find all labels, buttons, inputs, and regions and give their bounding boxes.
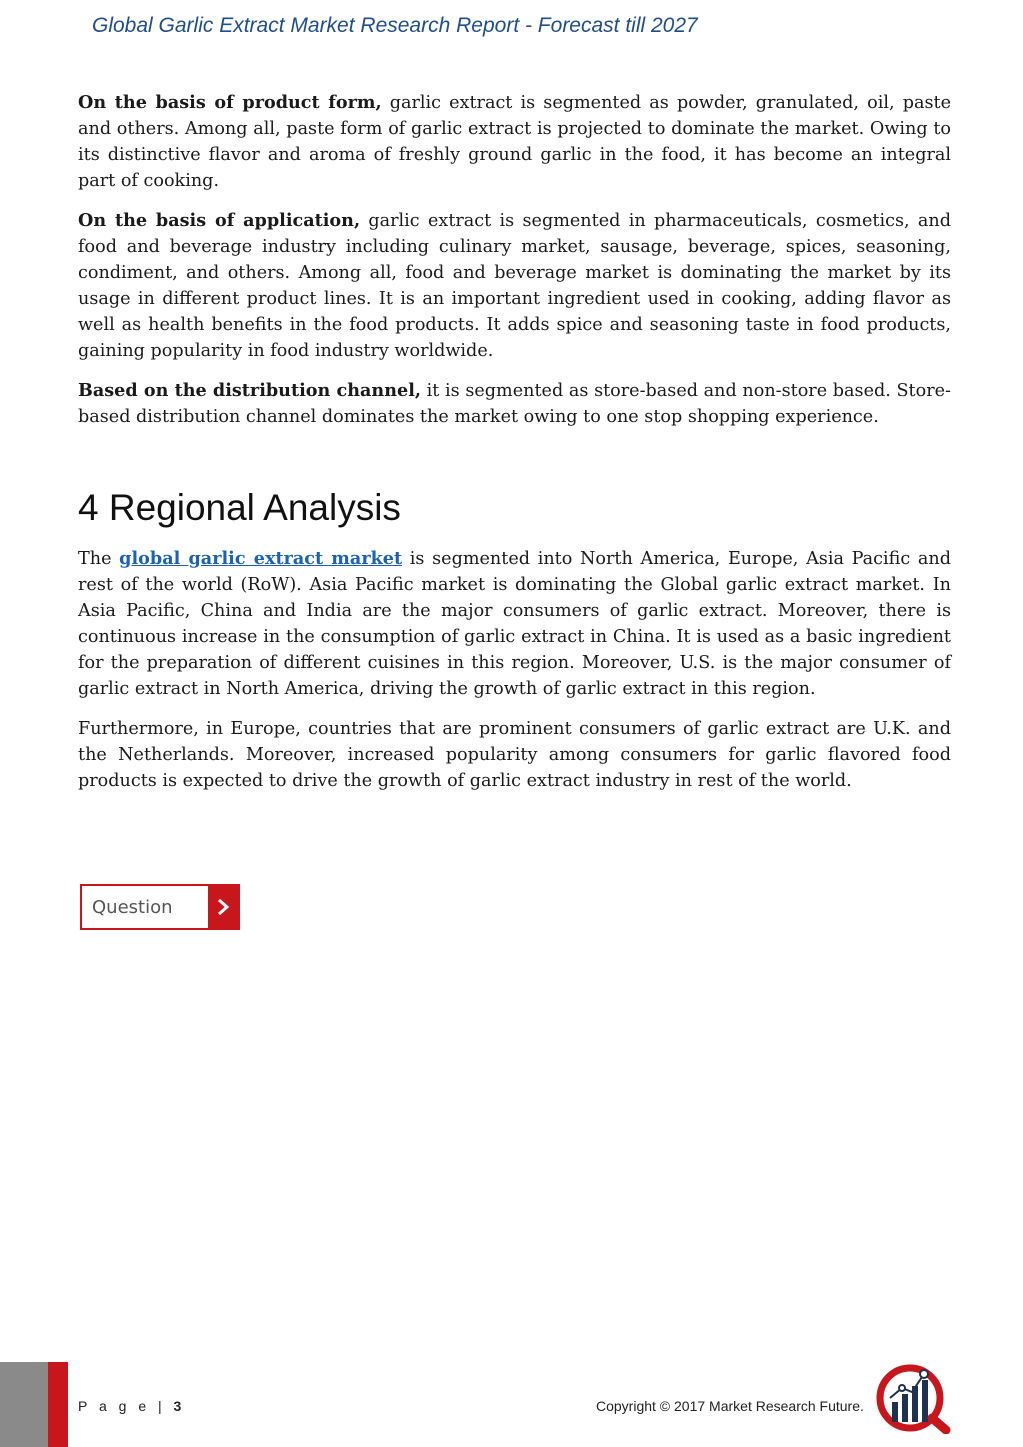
paragraph-application	[78, 208, 951, 364]
paragraph-text: The	[78, 549, 120, 569]
copyright-text: Copyright © 2017 Market Research Future.	[596, 1398, 864, 1414]
question-label: Question	[92, 896, 173, 918]
footer-gray-bar	[0, 1362, 48, 1447]
report-title: Global Garlic Extract Market Research Report - Forecast till 2027	[92, 14, 698, 37]
page-number-value: 3	[173, 1398, 182, 1414]
paragraph-text: garlic extract is segmented as powder, granulated, oil, paste and others. Among all, paste form of garlic extract is projected to dominate the market. Owing to its distinctive flavor and aroma of freshly ground garlic in the food, it has become an integral part of cooking.	[78, 93, 951, 191]
paragraph-lead: Based on the distribution channel,	[78, 380, 421, 401]
paragraph-distribution	[78, 378, 951, 430]
paragraph-regional	[78, 546, 951, 702]
paragraph-europe: Furthermore, in Europe, countries that are prominent consumers of garlic extract are U.K. and the Netherlands. Moreover, increased popularity among consumers for garlic flavored food products is expected to drive the growth of garlic extract industry in rest of the world.	[78, 719, 951, 791]
paragraph-lead: On the basis of application,	[78, 210, 361, 231]
section-heading: 4 Regional Analysis	[78, 487, 401, 528]
page-label: P a g e |	[78, 1398, 166, 1414]
page-content	[78, 90, 951, 808]
paragraph-text: is segmented into North America, Europe, Asia Pacific and rest of the world (RoW). Asia Pacific market is dominating the Global garlic extract market. In Asia Pacific, China and India are the major consumers of garlic extract. Moreover, there is continuous increase in the consumption of garlic extract in China. It is used as a basic ingredient for the preparation of different cuisines in this region. Moreover, U.S. is the major consumer of garlic extract in North America, driving the growth of garlic extract in this region.	[78, 549, 951, 699]
paragraph-lead: On the basis of product form,	[78, 92, 382, 113]
market-link[interactable]: global garlic extract market	[119, 548, 403, 569]
paragraph-text: it is segmented as store-based and non-store based. Store-based distribution channel dominates the market owing to one stop shopping experience.	[78, 381, 951, 427]
page-number	[78, 1398, 181, 1414]
paragraph-product-form	[78, 90, 951, 194]
footer-red-bar	[48, 1362, 68, 1447]
chevron-right-icon	[208, 886, 238, 928]
paragraph-text: garlic extract is segmented in pharmaceuticals, cosmetics, and food and beverage industry including culinary market, sausage, beverage, spices, seasoning, condiment, and others. Among all, food and beverage market is dominating the market by its usage in different product lines. It is an important ingredient used in cooking, adding flavor as well as health benefits in the food products. It adds spice and seasoning taste in food products, gaining popularity in food industry worldwide.	[78, 211, 951, 361]
market-research-future-logo	[874, 1362, 954, 1434]
question-button[interactable]	[80, 884, 240, 930]
